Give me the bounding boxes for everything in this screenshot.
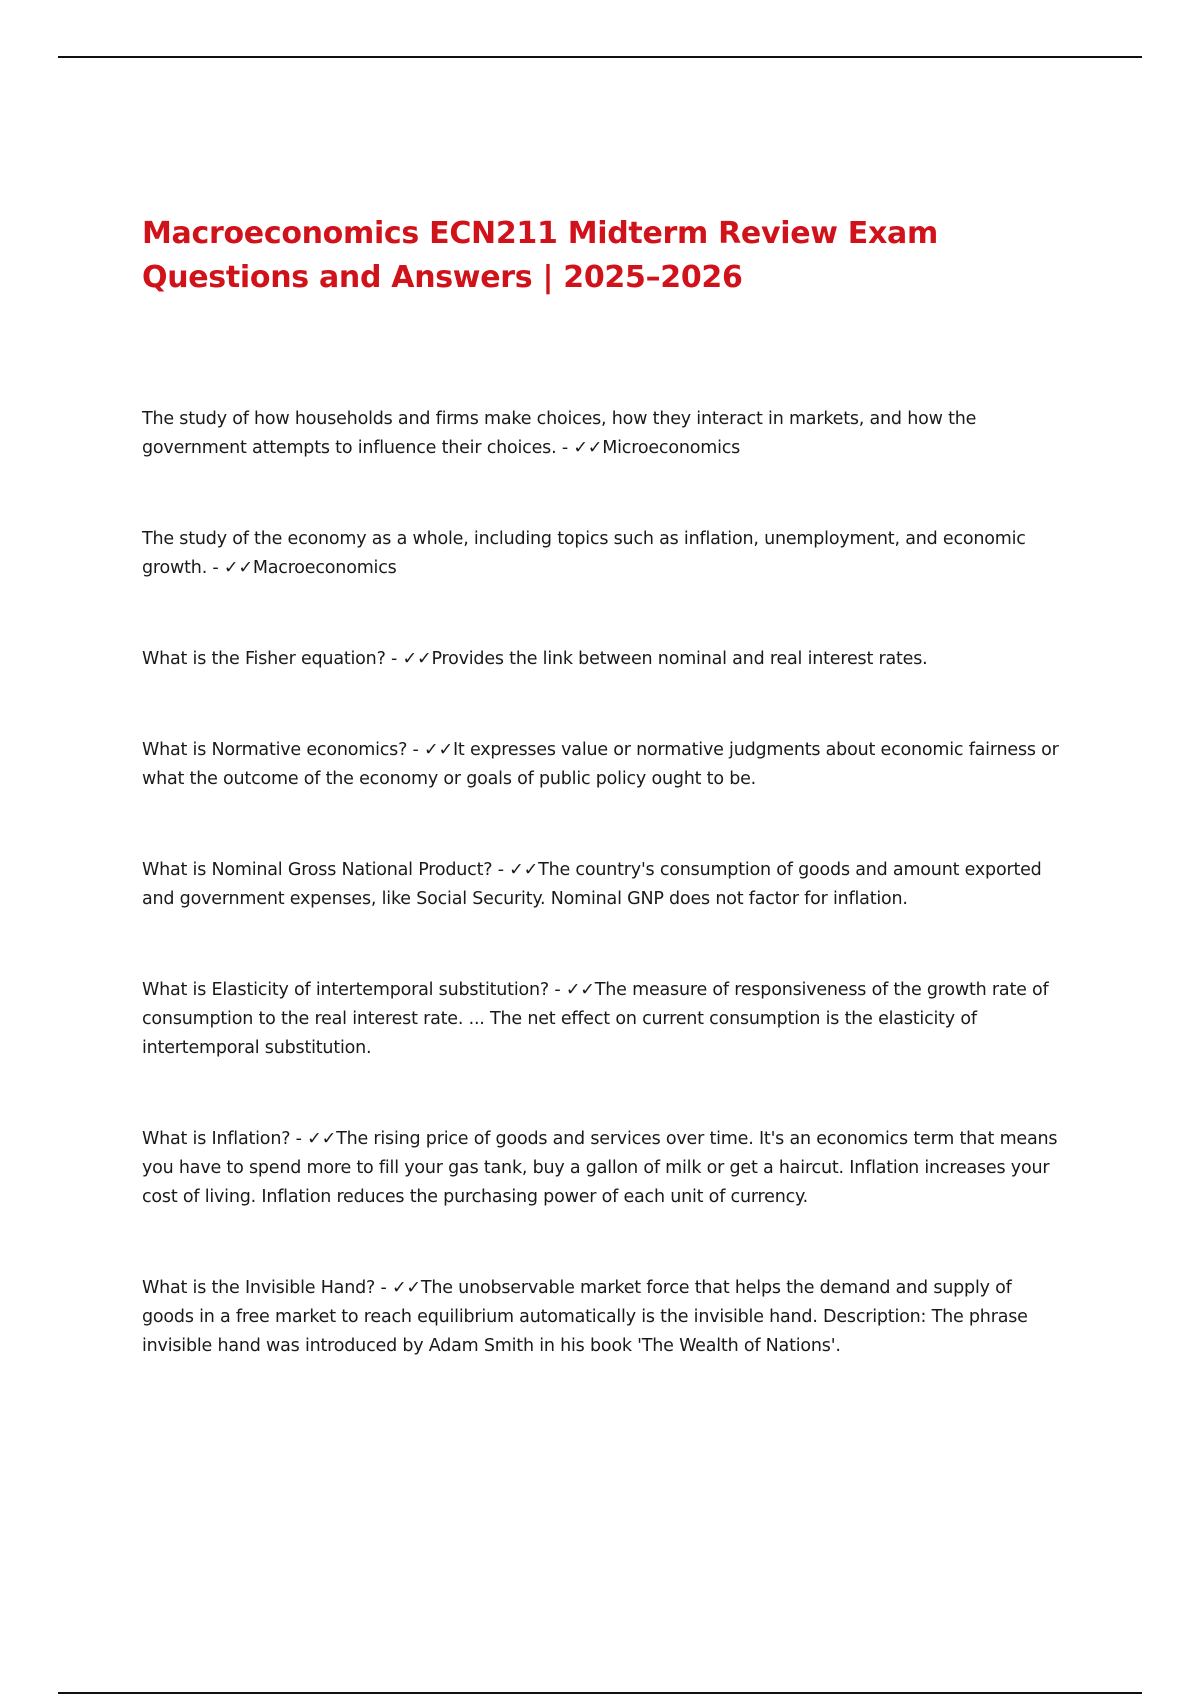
separator: - (407, 740, 425, 760)
question-text: What is the Invisible Hand? (142, 1278, 376, 1298)
answer-text: The country's consumption of goods and amount exported and government expenses, like Social Security. Nominal GNP does not factor for inflation. (142, 860, 1042, 909)
separator: - (385, 649, 403, 669)
check-icon: ✓✓ (573, 438, 603, 458)
check-icon: ✓✓ (402, 649, 432, 669)
question-text: What is Nominal Gross National Product? (142, 860, 493, 880)
answer-text: The rising price of goods and services over time. It's an economics term that means you have to spend more to fill your gas tank, buy a gallon of milk or get a haircut. Inflation increases your cost of living. Inflation reduces the purchasing power of each unit of currency. (142, 1129, 1058, 1207)
check-icon: ✓✓ (509, 860, 539, 880)
check-icon: ✓✓ (391, 1278, 421, 1298)
qa-item (142, 405, 1068, 463)
top-rule (58, 56, 1142, 58)
qa-item (142, 1125, 1068, 1212)
qa-item (142, 525, 1068, 583)
qa-item (142, 856, 1068, 914)
answer-text: Provides the link between nominal and real interest rates. (431, 649, 928, 669)
question-text: What is Inflation? (142, 1129, 291, 1149)
qa-list (142, 405, 1068, 1361)
question-text: What is the Fisher equation? (142, 649, 386, 669)
qa-item (142, 645, 1068, 674)
check-icon: ✓✓ (223, 558, 253, 578)
document-title: Macroeconomics ECN211 Midterm Review Exam Questions and Answers | 2025–2026 (142, 216, 938, 295)
answer-text: Microeconomics (602, 438, 741, 458)
qa-item (142, 976, 1068, 1063)
separator: - (207, 558, 224, 578)
separator: - (492, 860, 510, 880)
qa-item (142, 1274, 1068, 1361)
question-text: What is Normative economics? (142, 740, 408, 760)
separator: - (375, 1278, 392, 1298)
check-icon: ✓✓ (424, 740, 453, 760)
answer-text: Macroeconomics (252, 558, 397, 578)
separator: - (556, 438, 574, 458)
separator: - (290, 1129, 308, 1149)
answer-text: The measure of responsiveness of the growth rate of consumption to the real interest rate. ... The net effect on current consumption is the elasticity of intertemporal substitution. (142, 980, 1049, 1058)
bottom-rule (58, 1692, 1142, 1694)
check-icon: ✓✓ (565, 980, 595, 1000)
question-text: The study of the economy as a whole, including topics such as inflation, unemployment, and economic growth. (142, 529, 1026, 578)
question-text: What is Elasticity of intertemporal substitution? (142, 980, 549, 1000)
answer-text: The unobservable market force that helps the demand and supply of goods in a free market to reach equilibrium automatically is the invisible hand. Description: The phrase invisible hand was introduced by Adam Smith in his book 'The Wealth of Nations'. (142, 1278, 1028, 1356)
qa-item (142, 736, 1068, 794)
separator: - (549, 980, 566, 1000)
question-text: The study of how households and firms make choices, how they interact in markets, and how the government attempts to influence their choices. (142, 409, 977, 458)
answer-text: It expresses value or normative judgments about economic fairness or what the outcome of the economy or goals of public policy ought to be. (142, 740, 1059, 789)
check-icon: ✓✓ (307, 1129, 337, 1149)
